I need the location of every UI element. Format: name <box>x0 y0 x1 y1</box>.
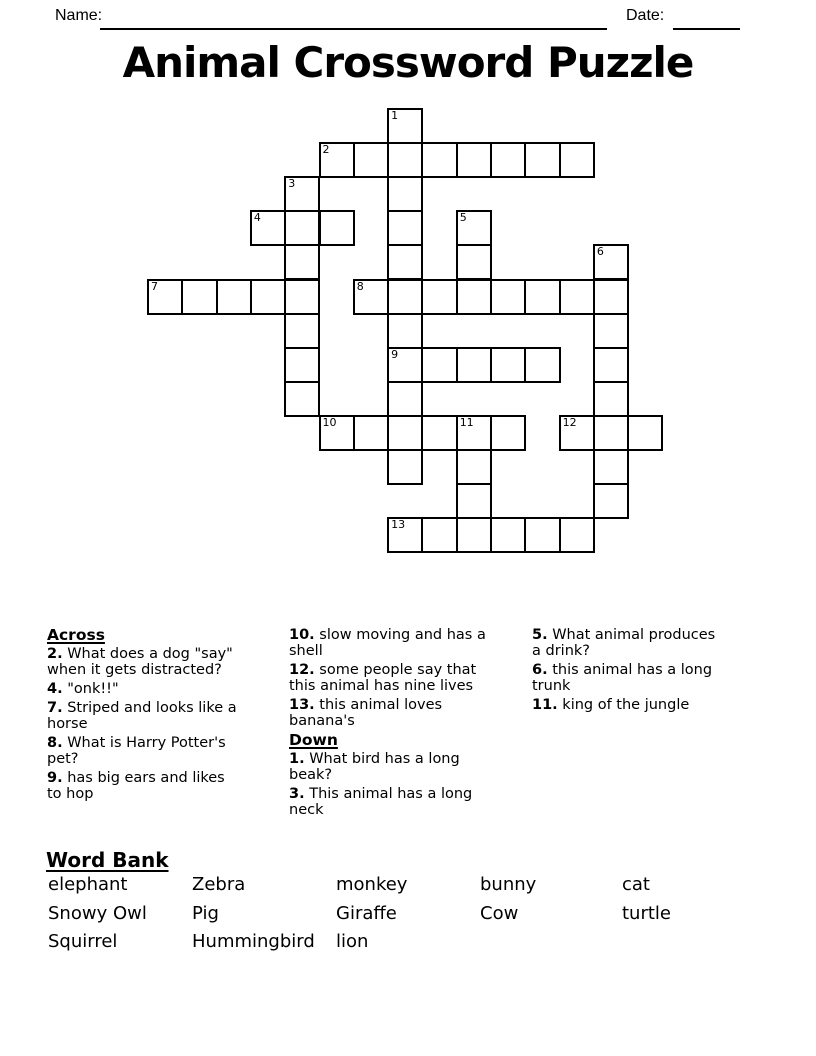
clue-13: 13. this animal loves banana's <box>289 697 443 729</box>
grid-cell <box>421 517 457 553</box>
grid-cell <box>387 108 423 144</box>
grid-cell <box>387 449 423 485</box>
word-bank-word: cat <box>622 874 650 895</box>
word-bank-word: turtle <box>622 902 671 924</box>
grid-cell <box>456 142 492 178</box>
cell-number: 1 <box>391 109 399 122</box>
clue-number: 1. <box>289 751 305 767</box>
cell-number: 3 <box>288 177 296 191</box>
grid-cell <box>593 244 629 280</box>
clue-6: 6. this animal has a long trunk <box>532 662 713 694</box>
grid-cell <box>284 381 320 417</box>
word-bank-word: Zebra <box>192 874 246 895</box>
grid-cell <box>284 347 320 383</box>
grid-cell <box>387 381 423 417</box>
grid-cell <box>559 279 595 315</box>
grid-cell <box>353 142 389 178</box>
cell-number: 8 <box>356 279 364 293</box>
word-bank-word: Snowy Owl <box>48 902 147 924</box>
grid-cell <box>593 279 629 315</box>
clue-11: 11. king of the jungle <box>532 697 690 713</box>
clue-number: 9. <box>47 770 63 786</box>
grid-cell <box>490 142 526 178</box>
grid-cell <box>319 415 355 451</box>
grid-cell <box>319 142 355 178</box>
date-blank-line <box>673 28 740 30</box>
crossword-grid <box>147 108 677 558</box>
clue-number: 3. <box>289 786 305 802</box>
clue-10: 10. slow moving and has a shell <box>289 627 486 659</box>
grid-cell <box>353 279 389 315</box>
clue-number: 6. <box>532 662 548 678</box>
grid-cell <box>559 517 595 553</box>
name-label: Name: <box>55 7 103 24</box>
word-bank-word: Hummingbird <box>192 931 315 952</box>
date-label: Date: <box>626 7 665 24</box>
grid-cell <box>524 279 560 315</box>
grid-cell <box>387 142 423 178</box>
clue-1: 1. What bird has a long beak? <box>289 751 460 783</box>
grid-cell <box>593 449 629 485</box>
clue-column-2 <box>289 627 501 821</box>
cell-number: 5 <box>459 211 467 225</box>
grid-cell <box>559 142 595 178</box>
clue-2: 2. What does a dog "say" when it gets distracted? <box>47 646 233 678</box>
grid-cell <box>456 517 492 553</box>
grid-cell <box>387 347 423 383</box>
grid-cell <box>524 142 560 178</box>
grid-cell <box>216 279 252 315</box>
cell-number: 7 <box>151 279 158 293</box>
grid-cell <box>387 279 423 315</box>
grid-cell <box>284 210 320 246</box>
grid-cell <box>387 176 423 212</box>
grid-cell <box>387 244 423 280</box>
clue-number: 2. <box>47 646 63 662</box>
clue-8: 8. What is Harry Potter's pet? <box>47 735 226 767</box>
grid-cell <box>319 210 355 246</box>
grid-cell <box>524 517 560 553</box>
name-blank-line <box>100 28 607 30</box>
cell-number: 12 <box>562 415 577 429</box>
grid-cell <box>250 279 286 315</box>
grid-cell <box>627 415 663 451</box>
clue-5: 5. What animal produces a drink? <box>532 627 716 659</box>
grid-cell <box>490 347 526 383</box>
clue-number: 7. <box>47 700 63 716</box>
clue-4: 4. "onk!!" <box>47 681 119 697</box>
grid-cell <box>456 449 492 485</box>
clue-3: 3. This animal has a long neck <box>289 786 473 818</box>
grid-cell <box>421 279 457 315</box>
word-bank-header: Word Bank <box>46 848 169 872</box>
grid-cell <box>147 279 183 315</box>
grid-cell <box>456 415 492 451</box>
grid-cell <box>284 279 320 315</box>
word-bank-word: Giraffe <box>336 902 397 924</box>
page-title: Animal Crossword Puzzle <box>122 38 694 87</box>
cell-number: 11 <box>459 415 474 429</box>
clue-number: 4. <box>47 681 63 697</box>
clue-number: 10. <box>289 627 315 643</box>
clue-column-1 <box>47 627 265 805</box>
grid-cell <box>250 210 286 246</box>
clue-9: 9. has big ears and likes to hop <box>47 770 225 802</box>
clue-number: 12. <box>289 662 315 678</box>
cell-number: 2 <box>322 143 330 157</box>
cell-number: 4 <box>253 211 261 225</box>
grid-cell <box>387 210 423 246</box>
clue-column-3 <box>532 627 744 716</box>
grid-cell <box>284 244 320 280</box>
cell-number: 6 <box>596 245 604 259</box>
word-bank-word: Squirrel <box>48 931 118 952</box>
grid-cell <box>490 279 526 315</box>
cell-number: 10 <box>322 415 337 429</box>
grid-cell <box>421 415 457 451</box>
grid-cell <box>593 415 629 451</box>
grid-cell <box>593 347 629 383</box>
grid-cell <box>456 244 492 280</box>
clue-number: 5. <box>532 627 548 643</box>
grid-cell <box>181 279 217 315</box>
grid-cell <box>456 483 492 519</box>
clue-12: 12. some people say that this animal has nine lives <box>289 662 477 694</box>
grid-cell <box>456 347 492 383</box>
clue-7: 7. Striped and looks like a horse <box>47 700 237 732</box>
cell-number: 13 <box>391 518 406 532</box>
grid-cell <box>559 415 595 451</box>
grid-cell <box>593 381 629 417</box>
grid-cell <box>421 347 457 383</box>
grid-cell <box>456 279 492 315</box>
word-bank-word: bunny <box>480 874 537 895</box>
grid-cell <box>490 517 526 553</box>
grid-cell <box>421 142 457 178</box>
clue-number: 11. <box>532 697 558 713</box>
grid-cell <box>490 415 526 451</box>
grid-cell <box>456 210 492 246</box>
cell-number: 9 <box>391 347 399 361</box>
grid-cell <box>387 517 423 553</box>
word-bank-word: lion <box>336 931 369 952</box>
grid-cell <box>593 313 629 349</box>
clue-number: 8. <box>47 735 63 751</box>
word-bank-word: elephant <box>48 874 128 895</box>
grid-cell <box>353 415 389 451</box>
clue-section-header-down: Down <box>289 731 338 749</box>
grid-cell <box>593 483 629 519</box>
word-bank-word: monkey <box>336 874 408 895</box>
word-bank-word: Cow <box>480 902 519 924</box>
grid-cell <box>284 176 320 212</box>
clue-number: 13. <box>289 697 315 713</box>
grid-cell <box>284 313 320 349</box>
clue-section-header-across: Across <box>47 626 105 644</box>
grid-cell <box>387 415 423 451</box>
grid-cell <box>387 313 423 349</box>
grid-cell <box>524 347 560 383</box>
word-bank-word: Pig <box>192 902 219 924</box>
